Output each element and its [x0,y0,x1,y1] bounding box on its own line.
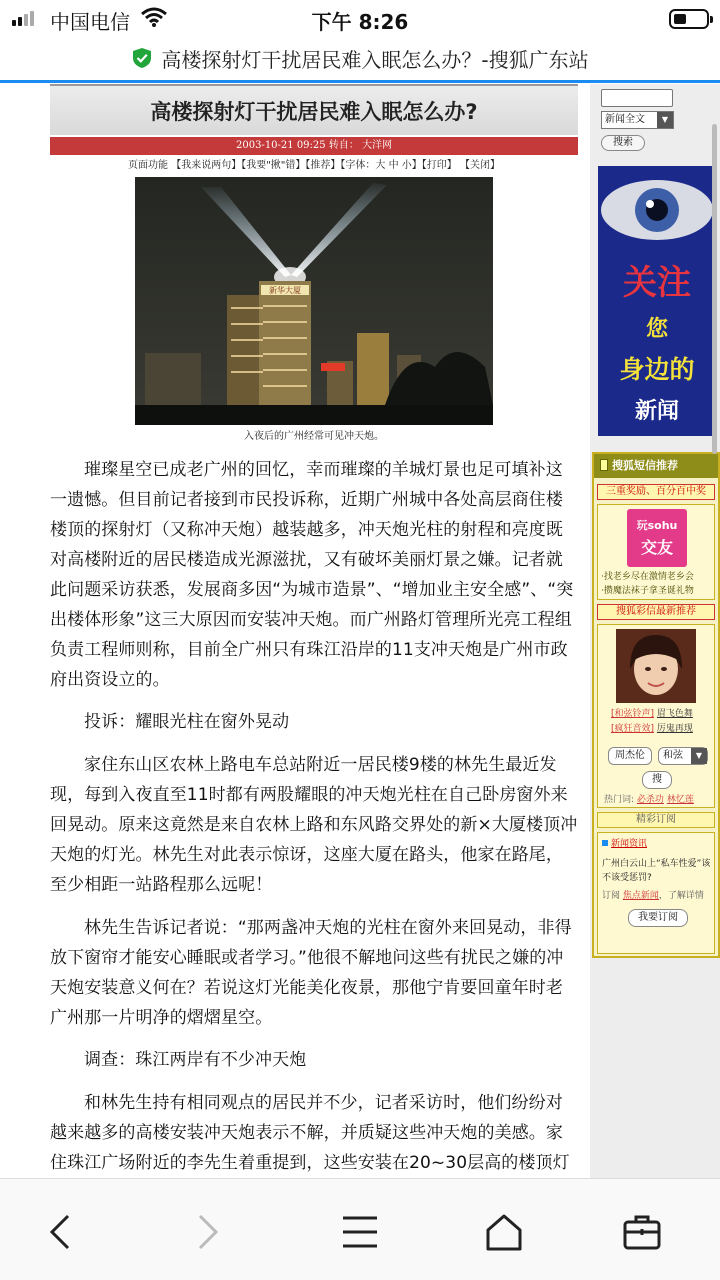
chevron-down-icon: ▼ [691,748,707,764]
article-headline: 高楼探射灯干扰居民难入眠怎么办? [150,99,478,124]
page-title: 高楼探射灯干扰居民难入眠怎么办？-搜狐广东站 [161,47,589,72]
sms-link-text-2: 攒魔法袜子拿圣诞礼物 [603,586,694,596]
photo-sign: 新华大厦 [269,286,301,295]
mms-box [597,624,715,808]
subscribe-bar[interactable]: 精彩订阅 [597,812,715,828]
ringtone-category-1: [和弦铃声] [611,709,655,719]
sidebar-search-select-value: 新闻全文 [605,114,645,125]
news-info-link[interactable] [602,837,647,851]
load-progress-bar [0,80,720,83]
ringtone-link[interactable] [611,707,693,721]
menu-icon[interactable] [340,1212,380,1252]
ringtone-search-button[interactable]: 搜 [642,771,672,789]
chevron-down-icon: ▼ [657,112,673,128]
focus-news-link[interactable]: 焦点新闻 [622,891,659,901]
page-tools[interactable]: 页面功能 【我来说两句】【我要"揪"错】【推荐】【字体：大 中 小】【打印】 【关闭】 [128,160,500,171]
news-ad-banner[interactable] [598,166,716,436]
ringtone-category-2: [疯狂音效] [611,724,655,734]
article-paragraph: 家住东山区农林上路电车总站附近一居民楼9楼的林先生最近发现，每到入夜直至11时都有两股耀眼的冲天炮光柱在自己卧房窗外来回晃动。原来这竟然是来自农林上路和东风路交界处的新×大厦楼顶冲天炮的灯光。林先生对此表示惊讶，这座大厦在路头，他家在路尾，至少相距一站路程那么远呢！ [50,755,578,895]
sidebar-search-input[interactable] [601,89,673,107]
clock: 下午 8:26 [311,10,409,34]
ringtone-title-1: 眉飞色舞 [656,709,693,719]
home-icon[interactable] [484,1212,524,1252]
sms-promo-box [597,504,715,600]
subscribe-text-a: 订阅 [602,891,621,901]
sms-panel-header [594,454,718,478]
scrollbar-thumb[interactable] [712,124,717,454]
ad-line-1: 关注 [623,263,691,303]
article-subheading: 投诉：耀眼光柱在窗外晃动 [84,712,290,732]
web-content[interactable] [0,84,720,1178]
forward-icon[interactable] [188,1212,228,1252]
subscribe-box [597,832,715,954]
ringtone-title-2: 厉鬼再现 [656,724,693,734]
sms-link[interactable]: ·攒魔法袜子拿圣诞礼物 [601,586,694,596]
subscribe-text-c: ，了解详情 [658,891,704,901]
sms-link[interactable]: ·找老乡尽在激情老乡会 [601,572,694,582]
ringtone-search-input[interactable]: 周杰伦 [608,747,652,765]
bullet-icon [602,840,608,846]
ringtone-type-value: 和弦 [663,750,683,761]
ad-line-4: 新闻 [634,399,680,424]
ringtone-link[interactable] [611,722,693,736]
night-city-photo [135,177,493,425]
ringtone-type-select[interactable] [658,747,708,765]
sms-bar-mms[interactable]: 搜狐彩信最新推荐 [597,604,715,620]
ad-line-3: 身边的 [619,355,695,384]
secure-shield-icon [131,47,153,69]
status-bar [0,0,720,36]
headline-box [50,84,578,135]
article-meta: 2003-10-21 09:25 转自： 大洋网 [50,137,578,155]
article-photo [135,177,493,442]
subscribe-button[interactable]: 我要订阅 [628,909,688,927]
phone-icon [600,459,608,471]
news-teaser: 广州白云山上“私车性爱”该不该受惩罚? [602,859,711,883]
sms-recommend-panel [592,452,720,958]
article-paragraph: 林先生告诉记者说：“那两盏冲天炮的光柱在窗外来回晃动，非得放下窗帘才能安心睡眠或者学习。”他很不解地问这些有扰民之嫌的冲天炮安装意义何在？若说这灯光能美化夜景，那他宁肯要回童年时老广州那一片明净的熠熠星空。 [50,918,572,1028]
sms-panel-title: 搜狐短信推荐 [612,459,678,472]
photo-caption: 入夜后的广州经常可见冲天炮。 [244,431,384,442]
battery-icon [669,9,709,29]
singer-photo[interactable] [616,629,696,703]
sohu-dating-ad-line-1: 玩sohu [636,519,678,532]
sohu-dating-ad[interactable] [627,509,687,567]
hot-words-label: 热门词: [604,795,635,805]
ad-line-2: 您 [645,317,669,342]
sidebar-search-select[interactable] [601,111,674,129]
article-paragraph: 璀璨星空已成老广州的回忆，幸而璀璨的羊城灯景也足可填补这一遗憾。但目前记者接到市民投诉称，近期广州城中各处高层商住楼楼顶的探射灯（又称冲天炮）越装越多，冲天炮光柱的射程和亮度既对高楼附近的居民楼造成光源滋扰，又有破坏美丽灯景之嫌。记者就此问题采访获悉，发展商多因“为城市造景”、“增加业主安全感”、“突出楼体形象”这三大原因而安装冲天炮。而广州路灯管理所光亮工程组负责工程师则称，目前全广州只有珠江沿岸的11支冲天炮是广州市政府出资设立的。 [50,460,574,690]
hot-word-link[interactable]: 必杀功 [636,795,664,805]
back-icon[interactable] [40,1212,80,1252]
news-info-label: 新闻资讯 [611,839,648,849]
sms-bar-prize[interactable]: 三重奖励、百分百中奖 [597,484,715,500]
address-bar[interactable] [0,38,720,78]
article-subheading: 调查：珠江两岸有不少冲天炮 [84,1050,307,1070]
article [50,84,578,1208]
sohu-dating-ad-line-2: 交友 [640,538,673,557]
sidebar-search-button[interactable]: 搜索 [601,135,645,151]
hot-word-link[interactable]: 林忆莲 [666,795,694,805]
subscribe-text [602,889,716,903]
hot-words [604,793,694,807]
carrier-label: 中国电信 [50,10,130,34]
sms-link-text-1: 找老乡尽在激情老乡会 [603,572,694,582]
article-paragraph: 和林先生持有相同观点的居民并不少，记者采访时，他们纷纷对越来越多的高楼安装冲天炮表示不解，并质疑这些冲天炮的美感。家住珠江广场附近的李先生着重提到，这些安装在20~30层高的楼顶灯 [50,1093,570,1173]
tabs-briefcase-icon[interactable] [622,1212,662,1252]
browser-toolbar [0,1178,720,1280]
